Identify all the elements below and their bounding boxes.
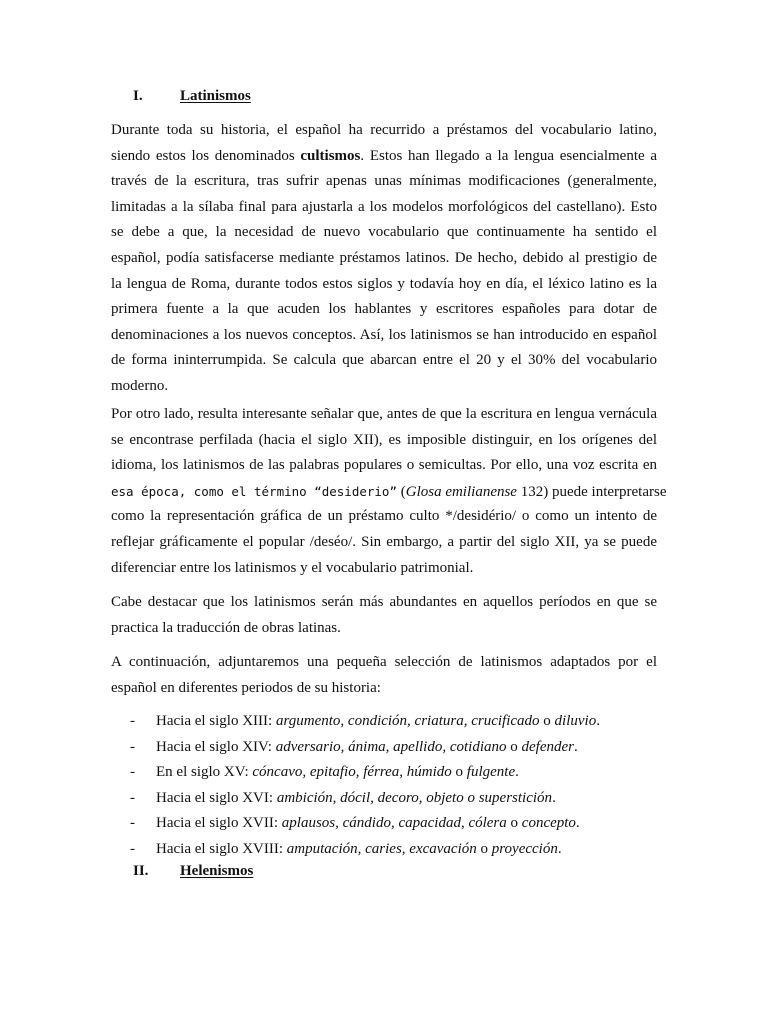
- text-run: (: [396, 483, 406, 500]
- text-line: español, podía satisfacerse mediante préstamos latinos. De hecho, debido al prestigio de: [111, 249, 657, 266]
- text-line: través de la escritura, tras sufrir apenas unas mínimas modificaciones (generalmente,: [111, 173, 657, 190]
- period-end: .: [575, 815, 580, 832]
- text-line: idioma, los latinismos de las palabras populares o semicultas. Por ello, una voz escrita en: [111, 457, 657, 474]
- bullet-dash: -: [130, 789, 135, 806]
- text-line: se encontrase perfilada (hacia el siglo XII), es imposible distinguir, en los orígenes del: [111, 431, 657, 448]
- text-line: denominaciones a los nuevos conceptos. Así, los latinismos se han introducido en español: [111, 326, 657, 343]
- section-title: Helenismos: [180, 863, 254, 879]
- text-line: la lengua de Roma, durante todos estos siglos y todavía hoy en día, el léxico latino es la: [111, 275, 657, 292]
- list-item: [0, 760, 768, 786]
- text-line: primera fuente a la que acuden los hablantes y escritores españoles para dotar de: [111, 301, 657, 318]
- latinisms-list: [0, 709, 768, 863]
- period-label: Hacia el siglo XIV:: [156, 738, 276, 755]
- list-item: [0, 709, 768, 735]
- text-line: Cabe destacar que los latinismos serán más abundantes en aquellos períodos en que se: [111, 594, 657, 610]
- period-label: Hacia el siglo XIII:: [156, 713, 276, 729]
- examples: amputación, caries, excavación: [286, 840, 477, 857]
- connector: o: [506, 815, 522, 832]
- list-item: [0, 786, 768, 812]
- period-end: .: [596, 713, 600, 729]
- period-end: .: [557, 840, 562, 857]
- period-label: En el siglo XV:: [156, 764, 253, 781]
- examples: cóncavo, epitafio, férrea, húmido: [252, 764, 452, 781]
- list-item-text: [156, 709, 600, 735]
- period-label: Hacia el siglo XVI:: [156, 789, 277, 806]
- examples: argumento, condición, criatura, crucificado: [275, 713, 540, 729]
- examples: ambición, dócil, decoro, objeto o superstición: [276, 789, 553, 806]
- list-item: [0, 837, 768, 863]
- text-line: limitadas a la sílaba final para ajustarla a los modelos morfológicos del castellano). Esto: [111, 198, 657, 215]
- period-end: .: [552, 789, 556, 806]
- paragraph-origins: [111, 402, 667, 581]
- bullet-dash: -: [130, 840, 135, 857]
- section-heading-helenismos: [133, 861, 253, 881]
- text-line: moderno.: [111, 377, 169, 394]
- text-run: 132) puede interpretarse: [516, 483, 667, 500]
- text-line: [111, 144, 657, 170]
- connector: o: [506, 738, 522, 755]
- examples: aplausos, cándido, capacidad, cólera: [281, 815, 507, 832]
- citation-title: Glosa emilianense: [405, 483, 517, 500]
- term-cultismos: cultismos: [300, 147, 361, 164]
- paragraph-selection-intro: [111, 650, 657, 701]
- text-line: de forma ininterrumpida. Se calcula que abarcan entre el 20 y el 30% del vocabulario: [111, 352, 657, 369]
- last-example: concepto: [521, 815, 576, 832]
- list-item: [0, 735, 768, 761]
- examples: adversario, ánima, apellido, cotidiano: [275, 738, 507, 755]
- text-line: Durante toda su historia, el español ha recurrido a préstamos del vocabulario latino,: [111, 122, 657, 138]
- text-line: como la representación gráfica de un préstamo culto */desidério/ o como un intento de: [111, 508, 657, 525]
- text-line: diferenciar entre los latinismos y el vocabulario patrimonial.: [111, 559, 474, 576]
- period-label: Hacia el siglo XVII:: [156, 815, 282, 832]
- bullet-dash: -: [130, 764, 135, 781]
- text-line: se debe a que, la necesidad de nuevo vocabulario que continuamente ha sentido el: [111, 224, 657, 241]
- bullet-dash: -: [130, 815, 135, 832]
- text-run: . Estos han llegado a la lengua esencialmente a: [360, 147, 657, 164]
- section-number: II.: [133, 863, 149, 879]
- text-run-mono: esa época, como el término “desiderio”: [111, 483, 397, 499]
- connector: o: [539, 713, 555, 729]
- list-item-text: [156, 760, 519, 786]
- text-line: A continuación, adjuntaremos una pequeña selección de latinismos adaptados por el: [111, 654, 657, 670]
- connector: o: [476, 840, 492, 857]
- last-example: fulgente: [466, 764, 516, 781]
- list-item-text: [156, 811, 580, 837]
- period-end: .: [515, 764, 519, 781]
- section-number: I.: [133, 88, 143, 104]
- section-title: Latinismos: [180, 88, 251, 104]
- period-end: .: [574, 738, 578, 755]
- section-heading-latinismos: [133, 86, 251, 106]
- text-line: Por otro lado, resulta interesante señalar que, antes de que la escritura en lengua vernácula: [111, 406, 657, 422]
- last-example: defender: [521, 738, 574, 755]
- text-line: español en diferentes periodos de su historia:: [111, 679, 381, 696]
- last-example: proyección: [491, 840, 558, 857]
- period-label: Hacia el siglo XVIII:: [156, 840, 287, 857]
- list-item-text: [156, 786, 556, 812]
- paragraph-translation: [111, 590, 657, 641]
- list-item-text: [156, 735, 578, 761]
- bullet-dash: -: [130, 738, 135, 755]
- last-example: diluvio: [554, 713, 597, 729]
- list-item: [0, 811, 768, 837]
- text-line: reflejar gráficamente el popular /deséo/. Sin embargo, a partir del siglo XII, ya se puede: [111, 533, 657, 550]
- text-line: [111, 479, 667, 505]
- bullet-dash: -: [130, 713, 135, 729]
- paragraph-intro: [111, 118, 657, 400]
- text-line: practica la traducción de obras latinas.: [111, 619, 341, 636]
- text-run: siendo estos los denominados: [111, 147, 301, 164]
- list-item-text: [156, 837, 562, 863]
- connector: o: [451, 764, 467, 781]
